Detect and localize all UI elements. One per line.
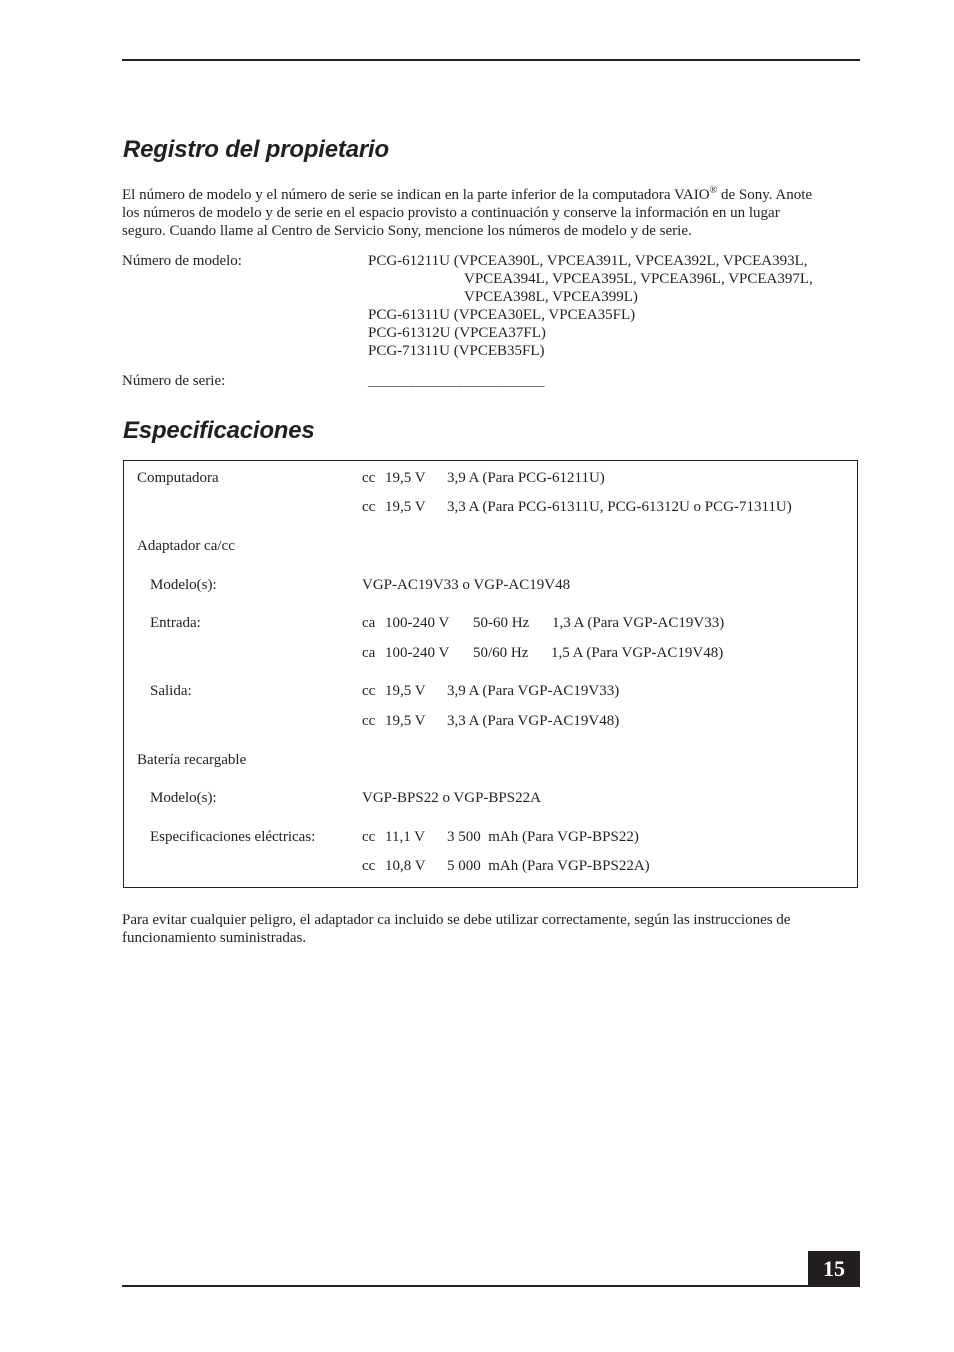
spec-value-row: cc 19,5 V 3,3 A (Para VGP-AC19V48) (362, 713, 620, 729)
intro-line3: seguro. Cuando llame al Centro de Servicio Sony, mencione los números de modelo y de serie. (122, 223, 692, 239)
registro-intro (122, 186, 862, 240)
spec-value-bateria-modelos: VGP-BPS22 o VGP-BPS22A (362, 790, 541, 806)
page-number: 15 (808, 1251, 860, 1287)
safety-note-line1: Para evitar cualquier peligro, el adaptador ca incluido se debe utilizar correctamente, según las instrucciones de (122, 912, 791, 928)
model-number-label: Número de modelo: (122, 253, 242, 269)
model-line: PCG-61312U (VPCEA37FL) (368, 325, 546, 341)
intro-line2: los números de modelo y de serie en el espacio provisto a continuación y conserve la información en un lugar (122, 205, 780, 221)
spec-label-electricas: Especificaciones eléctricas: (150, 829, 316, 845)
spec-label-adaptador: Adaptador ca/cc (137, 538, 235, 554)
spec-value-row: cc 19,5 V 3,3 A (Para PCG-61311U, PCG-61312U o PCG-71311U) (362, 499, 792, 515)
spec-label-salida: Salida: (150, 683, 192, 699)
spec-label-bateria: Batería recargable (137, 752, 247, 768)
spec-label-entrada: Entrada: (150, 615, 201, 631)
model-line: PCG-61311U (VPCEA30EL, VPCEA35FL) (368, 307, 636, 323)
model-line: PCG-71311U (VPCEB35FL) (368, 343, 545, 359)
specifications-box (123, 460, 858, 888)
spec-value-row: cc 19,5 V 3,9 A (Para PCG-61211U) (362, 470, 605, 486)
serial-number-label: Número de serie: (122, 373, 226, 389)
top-rule (122, 59, 860, 61)
model-line: VPCEA398L, VPCEA399L) (464, 289, 638, 305)
spec-label-computadora: Computadora (137, 470, 219, 486)
spec-value-row: cc 11,1 V 3 500 mAh (Para VGP-BPS22) (362, 829, 639, 845)
registered-mark: ® (709, 185, 718, 196)
section-title-especificaciones: Especificaciones (123, 417, 315, 444)
spec-label-bateria-modelos: Modelo(s): (150, 790, 217, 806)
spec-label-adaptador-modelos: Modelo(s): (150, 577, 217, 593)
model-line: VPCEA394L, VPCEA395L, VPCEA396L, VPCEA397L, (464, 271, 813, 287)
spec-value-row: cc 10,8 V 5 000 mAh (Para VGP-BPS22A) (362, 858, 650, 874)
safety-note-line2: funcionamiento suministradas. (122, 930, 307, 946)
spec-value-row: cc 19,5 V 3,9 A (Para VGP-AC19V33) (362, 683, 620, 699)
spec-value-row: ca 100-240 V 50/60 Hz 1,5 A (Para VGP-AC19V48) (362, 645, 724, 661)
spec-value-adaptador-modelos: VGP-AC19V33 o VGP-AC19V48 (362, 577, 571, 593)
intro-part1: El número de modelo y el número de serie se indican en la parte inferior de la computadora VAIO (122, 187, 710, 203)
spec-value-row: ca 100-240 V 50-60 Hz 1,3 A (Para VGP-AC19V33) (362, 615, 725, 631)
model-line: PCG-61211U (VPCEA390L, VPCEA391L, VPCEA392L, VPCEA393L, (368, 253, 808, 269)
section-title-registro: Registro del propietario (123, 136, 389, 163)
serial-number-blank: __________________________ (368, 373, 545, 388)
intro-line1-end: de Sony. Anote (717, 187, 813, 203)
bottom-rule (122, 1285, 860, 1287)
safety-note (122, 911, 862, 947)
